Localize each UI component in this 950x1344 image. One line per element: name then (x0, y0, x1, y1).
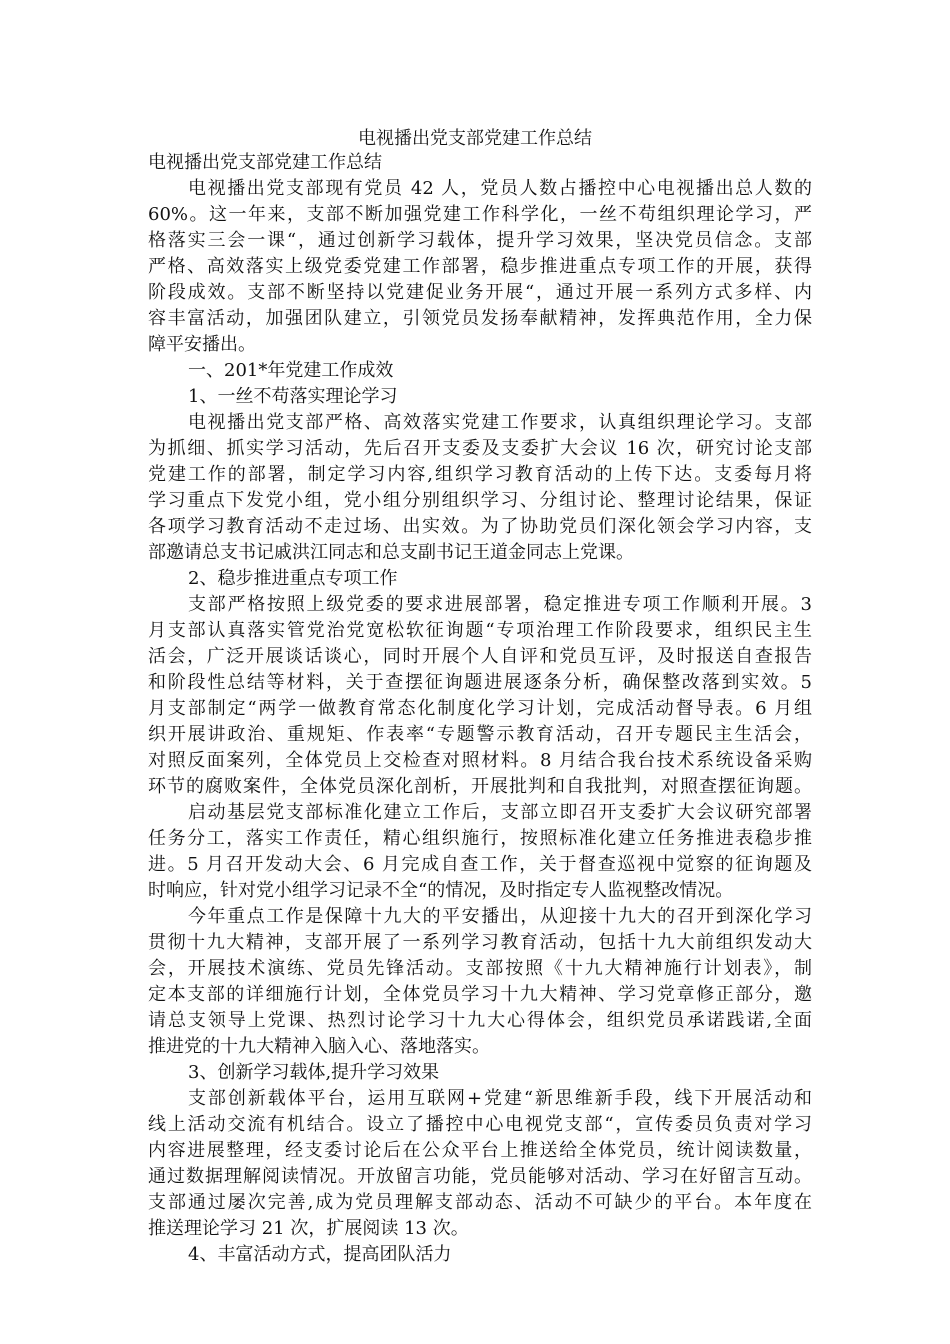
document-body (148, 150, 812, 1268)
text-line: 为抓细、抓实学习活动，先后召开支委及支委扩大会议 16 次，研究讨论支部 (148, 438, 812, 459)
text-line: 60%。这一年来，支部不断加强党建工作科学化，一丝不苟组织理论学习，严 (148, 204, 812, 225)
text-line: 月支部制定“两学一做教育常态化制度化学习计划，完成活动督导表。6 月组 (148, 698, 812, 719)
text-line: 请总支领导上党课、热烈讨论学习十九大心得体会，组织党员承诺践诺,全面 (148, 1010, 812, 1031)
text-line: 时响应，针对党小组学习记录不全“的情况，及时指定专人监视整改情况。 (148, 880, 734, 901)
text-line: 推送理论学习 21 次，扩展阅读 13 次。 (148, 1218, 469, 1239)
text-line: 支部创新载体平台，运用互联网+党建“新思维新手段，线下开展活动和 (188, 1088, 812, 1109)
text-line: 学习重点下发党小组，党小组分别组织学习、分组讨论、整理讨论结果，保证 (148, 490, 812, 511)
text-line: 定本支部的详细施行计划，全体党员学习十九大精神、学习党章修正部分，邀 (148, 984, 812, 1005)
text-line: 一、201*年党建工作成效 (188, 360, 394, 381)
text-line: 环节的腐败案件，全体党员深化剖析，开展批判和自我批判，对照查摆征询题。 (148, 776, 812, 797)
text-line: 织开展讲政治、重规矩、作表率“专题警示教育活动，召开专题民主生活会， (148, 724, 812, 745)
text-line: 2、稳步推进重点专项工作 (188, 568, 398, 589)
text-line: 障平安播出。 (148, 334, 256, 355)
text-line: 会，开展技术演练、党员先锋活动。支部按照《十九大精神施行计划表》，制 (148, 958, 812, 979)
text-line: 支部通过屡次完善,成为党员理解支部动态、活动不可缺少的平台。本年度在 (148, 1192, 812, 1213)
text-line: 月支部认真落实管党治党宽松软征询题“专项治理工作阶段要求，组织民主生 (148, 620, 812, 641)
text-line: 1、一丝不苟落实理论学习 (188, 386, 398, 407)
text-line: 任务分工，落实工作责任，精心组织施行，按照标准化建立任务推进表稳步推 (148, 828, 812, 849)
text-line: 内容进展整理，经支委讨论后在公众平台上推送给全体党员，统计阅读数量， (148, 1140, 812, 1161)
text-line: 今年重点工作是保障十九大的平安播出，从迎接十九大的召开到深化学习 (188, 906, 812, 927)
text-line: 严格、高效落实上级党委党建工作部署，稳步推进重点专项工作的开展，获得 (148, 256, 812, 277)
text-line: 推进党的十九大精神入脑入心、落地落实。 (148, 1036, 490, 1057)
text-line: 部邀请总支书记戚洪江同志和总支副书记王道金同志上党课。 (148, 542, 634, 563)
text-line: 对照反面案列，全体党员上交检查对照材料。8 月结合我台技术系统设备采购 (148, 750, 812, 771)
text-line: 电视播出党支部现有党员 42 人，党员人数占播控中心电视播出总人数的 (188, 178, 812, 199)
text-line: 党建工作的部署，制定学习内容,组织学习教育活动的上传下达。支委每月将 (148, 464, 812, 485)
text-line: 启动基层党支部标准化建立工作后，支部立即召开支委扩大会议研究部署 (188, 802, 812, 823)
text-line: 和阶段性总结等材料，关于查摆征询题进展逐条分析，确保整改落到实效。5 (148, 672, 812, 693)
text-line: 进。5 月召开发动大会、6 月完成自查工作，关于督查巡视中觉察的征询题及 (148, 854, 812, 875)
text-line: 阶段成效。支部不断坚持以党建促业务开展“，通过开展一系列方式多样、内 (148, 282, 812, 303)
text-line: 贯彻十九大精神，支部开展了一系列学习教育活动，包括十九大前组织发动大 (148, 932, 812, 953)
text-line: 支部严格按照上级党委的要求进展部署，稳定推进专项工作顺利开展。3 (188, 594, 812, 615)
text-line: 活会，广泛开展谈话谈心，同时开展个人自评和党员互评，及时报送自查报告 (148, 646, 812, 667)
text-line: 通过数据理解阅读情况。开放留言功能，党员能够对活动、学习在好留言互动。 (148, 1166, 812, 1187)
text-line: 各项学习教育活动不走过场、出实效。为了协助党员们深化领会学习内容，支 (148, 516, 812, 537)
text-line: 电视播出党支部严格、高效落实党建工作要求，认真组织理论学习。支部 (188, 412, 812, 433)
text-line: 容丰富活动，加强团队建立，引领党员发扬奉献精神，发挥典范作用，全力保 (148, 308, 812, 329)
text-line: 线上活动交流有机结合。设立了播控中心电视党支部“，宣传委员负责对学习 (148, 1114, 812, 1135)
document-title: 电视播出党支部党建工作总结 (358, 128, 592, 149)
document-subtitle: 电视播出党支部党建工作总结 (148, 152, 382, 173)
text-line: 3、创新学习载体,提升学习效果 (188, 1062, 440, 1083)
text-line: 4、丰富活动方式，提高团队活力 (188, 1244, 452, 1265)
text-line: 格落实三会一课“，通过创新学习载体，提升学习效果，坚决党员信念。支部 (148, 230, 812, 251)
